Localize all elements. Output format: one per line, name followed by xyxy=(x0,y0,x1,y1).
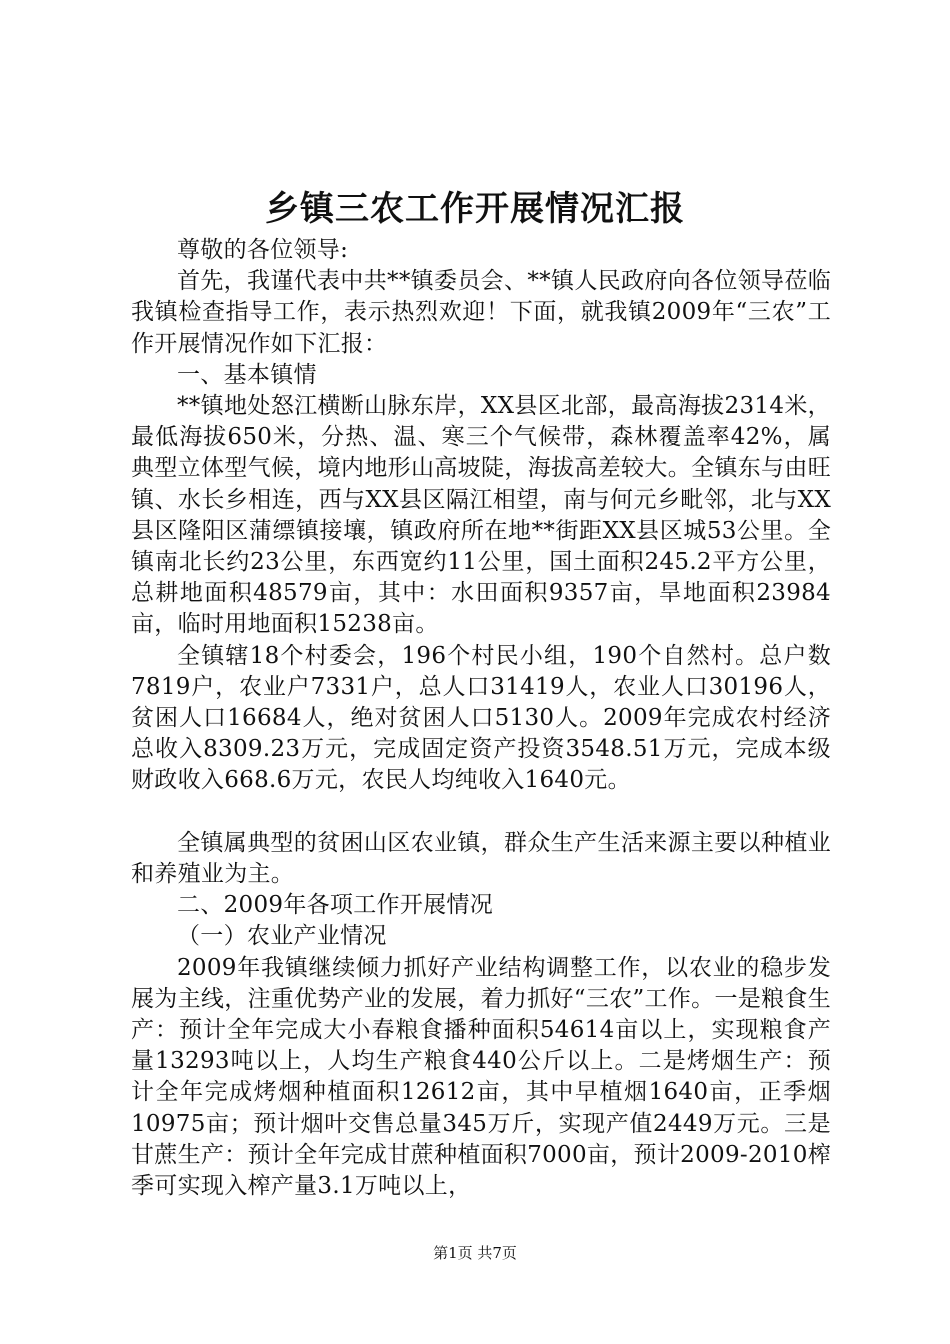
section-heading-work: 二、2009年各项工作开展情况 xyxy=(177,892,494,919)
blank-line xyxy=(131,797,831,828)
paragraph-intro: 首先，我谨代表中共**镇委员会、**镇人民政府向各位领导莅临我镇检查指导工作，表示热烈欢迎！下面，就我镇2009年“三农”工作开展情况作如下汇报： xyxy=(131,268,831,357)
section-heading-basic: 一、基本镇情 xyxy=(177,361,317,388)
paragraph-population: 全镇辖18个村委会，196个村民小组，190个自然村。总户数7819户，农业户7331户，总人口31419人，农业人口30196人，贫困人口16684人，绝对贫困人口5130人。2009年完成农村经济总收入8309.23万元，完成固定资产投资3548.51万元，完成本级财政收入668.6万元，农民人均纯收入1640元。 xyxy=(131,642,831,794)
salutation: 尊敬的各位领导: xyxy=(177,237,349,263)
page-footer: 第1页 共7页 xyxy=(433,1244,517,1262)
document-title: 乡镇三农工作开展情况汇报 xyxy=(265,189,685,229)
subsection-heading-agriculture: （一）农业产业情况 xyxy=(177,923,387,950)
paragraph-agriculture: 2009年我镇继续倾力抓好产业结构调整工作，以农业的稳步发展为主线，注重优势产业的发展，着力抓好“三农”工作。一是粮食生产：预计全年完成大小春粮食播种面积54614亩以上，实现粮食产量13293吨以上，人均生产粮食440公斤以上。二是烤烟生产：预计全年完成烤烟种植面积12612亩，其中早植烟1640亩，正季烟10975亩；预计烟叶交售总量345万斤，实现产值2449万元。三是甘蔗生产：预计全年完成甘蔗种植面积7000亩，预计2009-2010榨季可实现入榨产量3.1万吨以上， xyxy=(131,954,831,1200)
paragraph-economy-type: 全镇属典型的贫困山区农业镇，群众生产生活来源主要以种植业和养殖业为主。 xyxy=(131,829,831,888)
document-body xyxy=(131,235,831,1202)
paragraph-geography: **镇地处怒江横断山脉东岸，XX县区北部，最高海拔2314米，最低海拔650米，分热、温、寒三个气候带，森林覆盖率42%，属典型立体型气候，境内地形山高坡陡，海拔高差较大。全镇东与由旺镇、水长乡相连，西与XX县区隔江相望，南与何元乡毗邻，北与XX县区隆阳区蒲缥镇接壤，镇政府所在地**街距XX县区城53公里。全镇南北长约23公里，东西宽约11公里，国土面积245.2平方公里，总耕地面积48579亩，其中：水田面积9357亩，旱地面积23984亩，临时用地面积15238亩。 xyxy=(131,393,831,638)
